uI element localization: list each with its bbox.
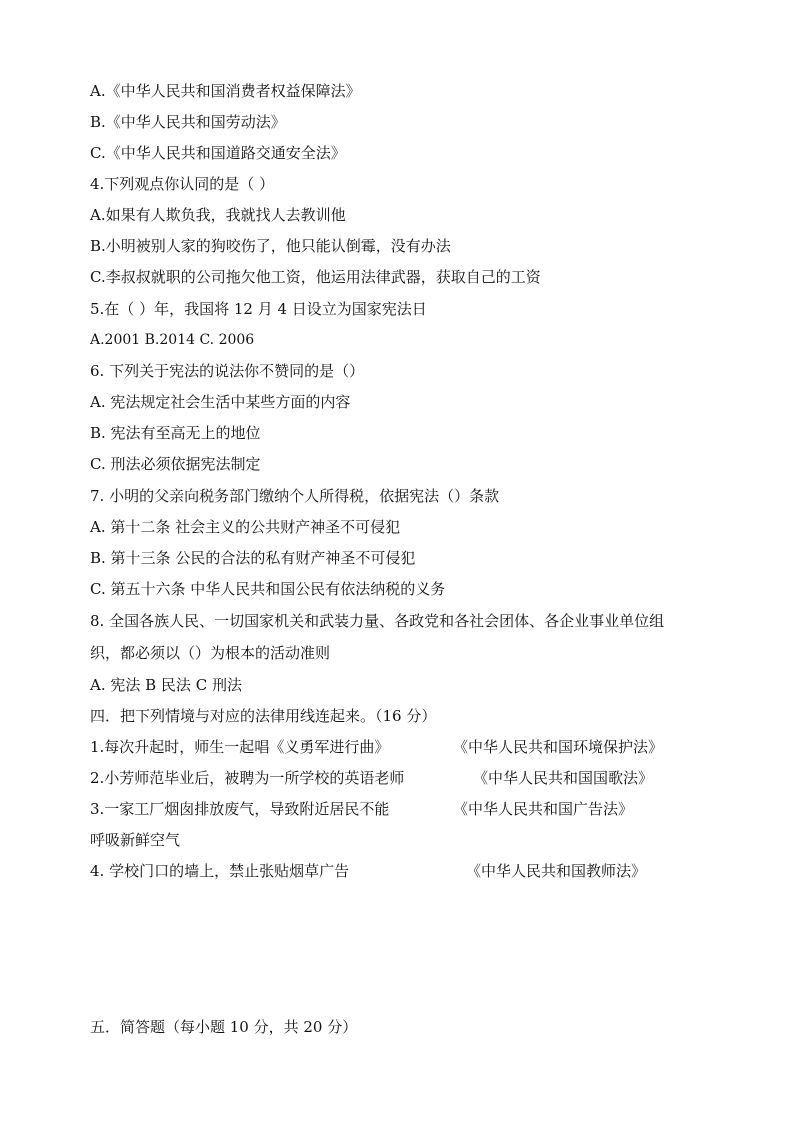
q7-question: 7. 小明的父亲向税务部门缴纳个人所得税，依据宪法（）条款 — [90, 487, 500, 505]
section4-heading: 四．把下列情境与对应的法律用线连起来。（16 分） — [90, 707, 437, 725]
q4-question: 4.下列观点你认同的是（ ） — [90, 175, 275, 193]
q8-question-line1: 8. 全国各族人民、一切国家机关和武装力量、各政党和各社会团体、各企业事业单位组 — [90, 612, 665, 630]
q3-option-a: A.《中华人民共和国消费者权益保障法》 — [90, 82, 361, 100]
section4-situation-1: 1.每次升起时，师生一起唱《义勇军进行曲》 — [90, 738, 390, 756]
section5-heading: 五．简答题（每小题 10 分，共 20 分） — [90, 1018, 358, 1036]
section4-law-3: 《中华人民共和国广告法》 — [453, 800, 634, 818]
q4-option-a: A.如果有人欺负我，我就找人去教训他 — [90, 206, 346, 224]
q5-options: A.2001 B.2014 C. 2006 — [90, 332, 255, 348]
q6-option-a: A. 宪法规定社会生活中某些方面的内容 — [90, 393, 351, 411]
section4-law-4: 《中华人民共和国教师法》 — [466, 862, 647, 880]
q4-option-c: C.李叔叔就职的公司拖欠他工资，他运用法律武器，获取自己的工资 — [90, 268, 541, 286]
q8-question-line2: 织，都必须以（）为根本的活动准则 — [90, 644, 331, 662]
q6-question: 6. 下列关于宪法的说法你不赞同的是（） — [90, 362, 365, 380]
q7-option-c: C. 第五十六条 中华人民共和国公民有依法纳税的义务 — [90, 580, 446, 598]
section4-situation-4: 4. 学校门口的墙上，禁止张贴烟草广告 — [90, 862, 350, 880]
section4-situation-3: 3.一家工厂烟囱排放废气，导致附近居民不能 — [90, 800, 390, 818]
q7-option-b: B. 第十三条 公民的合法的私有财产神圣不可侵犯 — [90, 549, 416, 567]
q6-option-c: C. 刑法必须依据宪法制定 — [90, 455, 261, 473]
section4-situation-2: 2.小芳师范毕业后，被聘为一所学校的英语老师 — [90, 769, 405, 787]
q3-option-c: C.《中华人民共和国道路交通安全法》 — [90, 144, 346, 162]
q3-option-b: B.《中华人民共和国劳动法》 — [90, 113, 286, 131]
q7-option-a: A. 第十二条 社会主义的公共财产神圣不可侵犯 — [90, 518, 401, 536]
section4-law-1: 《中华人民共和国环境保护法》 — [453, 738, 664, 756]
q4-option-b: B.小明被别人家的狗咬伤了，他只能认倒霉，没有办法 — [90, 237, 451, 255]
q8-options: A. 宪法 B 民法 C 刑法 — [90, 676, 242, 694]
section4-situation-3-continued: 呼吸新鲜空气 — [90, 831, 181, 849]
section4-law-2: 《中华人民共和国国歌法》 — [473, 769, 654, 787]
q5-question: 5.在（ ）年，我国将 12 月 4 日设立为国家宪法日 — [90, 300, 427, 318]
q6-option-b: B. 宪法有至高无上的地位 — [90, 424, 261, 442]
